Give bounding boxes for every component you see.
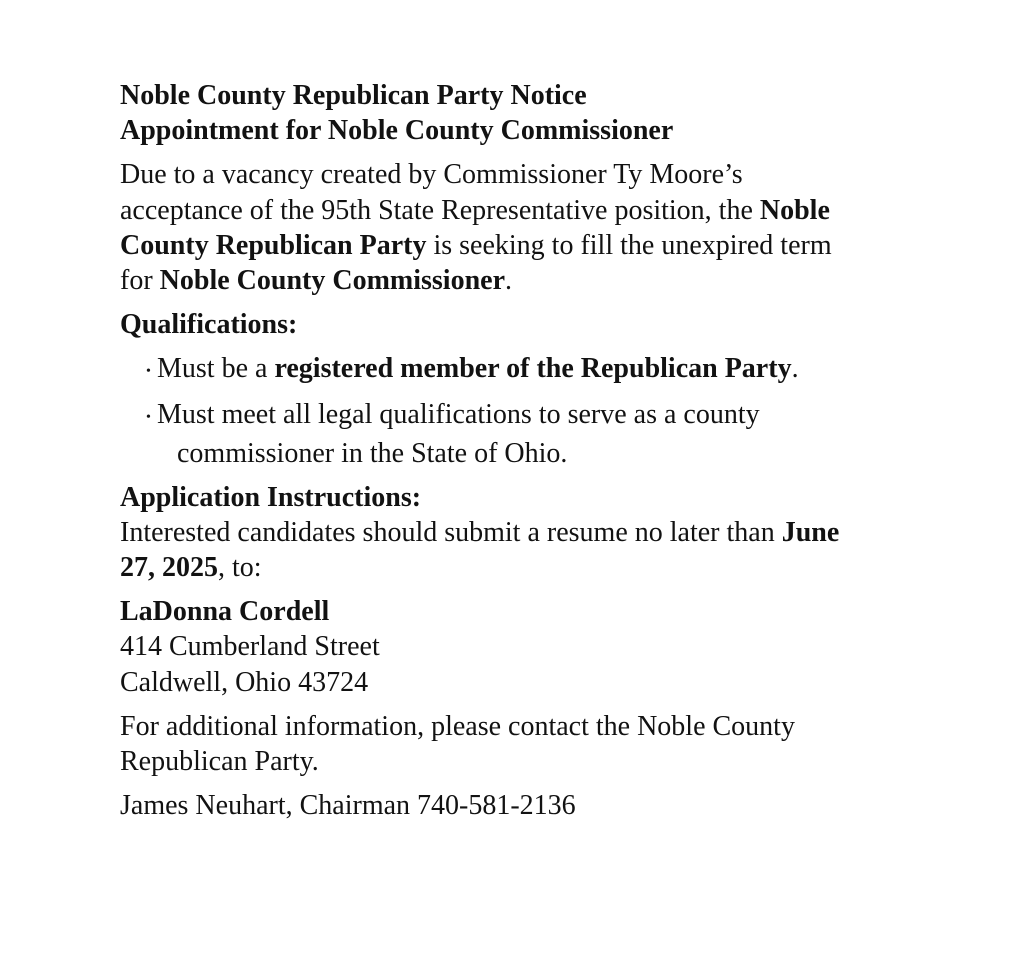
text-segment: . [505, 265, 512, 297]
application-line-2 [120, 550, 1020, 585]
text-segment: Must be a [157, 352, 275, 384]
list-item-line-continued [120, 436, 1020, 471]
text-segment-bold: June [781, 516, 840, 548]
intro-line-2 [120, 193, 1020, 228]
qualifications-heading-text: Qualifications: [120, 309, 298, 341]
additional-info-paragraph [120, 709, 1020, 780]
text-segment-bold: 27, 2025 [120, 552, 218, 584]
text-segment: Due to a vacancy created by Commissioner Ty Moore’s [120, 159, 743, 191]
application-instructions [120, 480, 1020, 586]
bullet-icon: • [146, 363, 151, 379]
list-item-line [120, 397, 1020, 435]
list-item-2 [120, 397, 1020, 471]
intro-paragraph [120, 157, 1020, 299]
text-segment: , to: [218, 552, 262, 584]
list-item-1 [120, 351, 1020, 389]
bullet-icon: • [146, 410, 151, 426]
text-segment-bold: Noble County Commissioner [159, 265, 505, 297]
contact-city: Caldwell, Ohio 43724 [120, 666, 369, 698]
text-segment: is seeking to fill the unexpired term [426, 229, 832, 261]
application-line-1 [120, 515, 1020, 550]
contact-street: 414 Cumberland Street [120, 631, 380, 663]
text-segment-bold: registered member of the Republican Party [274, 352, 792, 384]
application-heading: Application Instructions: [120, 481, 422, 513]
text-segment: Interested candidates should submit a resume no later than [120, 516, 782, 548]
title-line-2: Appointment for Noble County Commissioner [120, 115, 674, 147]
qualifications-heading [120, 307, 1020, 342]
text-segment: acceptance of the 95th State Representative position, the [120, 194, 760, 226]
text-segment: commissioner in the State of Ohio. [177, 437, 568, 469]
additional-info-line-1: For additional information, please contact the Noble County [120, 710, 795, 742]
text-segment: Must meet all legal qualifications to serve as a county [157, 399, 760, 431]
list-item-line [120, 351, 1020, 389]
contact-address [120, 594, 1020, 700]
notice-title [120, 78, 1020, 149]
intro-line-3 [120, 228, 1020, 263]
chairman-contact [120, 788, 1020, 823]
text-segment-bold: Noble [759, 194, 830, 226]
text-segment: . [791, 352, 799, 384]
text-segment: for [120, 265, 160, 297]
contact-name: LaDonna Cordell [120, 596, 330, 628]
notice-document [120, 78, 1020, 831]
intro-line-4 [120, 263, 1020, 298]
additional-info-line-2: Republican Party. [120, 745, 319, 777]
intro-line-1 [120, 157, 1020, 192]
title-line-1: Noble County Republican Party Notice [120, 80, 587, 111]
chairman-line: James Neuhart, Chairman 740-581-2136 [120, 789, 576, 821]
text-segment-bold: County Republican Party [120, 229, 427, 261]
